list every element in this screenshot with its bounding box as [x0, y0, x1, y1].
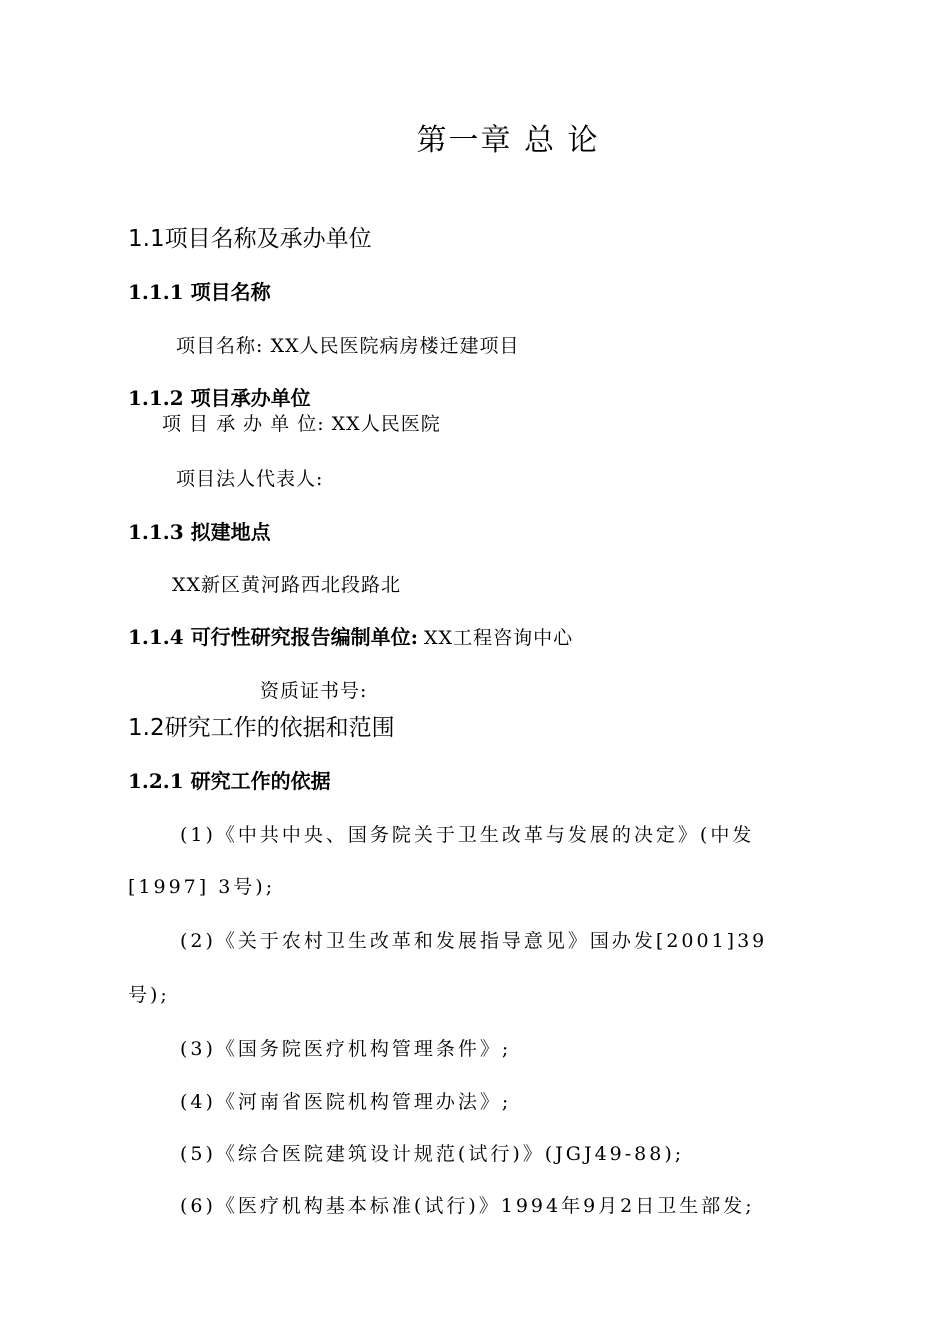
reference-item: (5)《综合医院建筑设计规范(试行)》(JGJ49-88); [180, 1143, 685, 1165]
section-1-2-1-heading: 1.2.1 研究工作的依据 [128, 769, 331, 793]
section-1-1-heading: 1.1项目名称及承办单位 [128, 226, 372, 252]
project-name-line: 项目名称: XX人民医院病房楼迁建项目 [176, 335, 520, 357]
reference-item: (3)《国务院医疗机构管理条件》; [180, 1038, 512, 1060]
legal-representative-line: 项目法人代表人: [176, 468, 324, 490]
section-1-2-heading: 1.2研究工作的依据和范围 [128, 715, 395, 741]
reference-item: (4)《河南省医院机构管理办法》; [180, 1091, 512, 1113]
qualification-line: 资质证书号: [260, 680, 368, 702]
reference-item: (6)《医疗机构基本标准(试行)》1994年9月2日卫生部发; [180, 1195, 755, 1217]
reference-item-continued: [1997] 3号); [128, 876, 276, 898]
reference-item: (1)《中共中央、国务院关于卫生改革与发展的决定》(中发 [180, 824, 755, 846]
undertaker-line: 项 目 承 办 单 位: XX人民医院 [162, 413, 441, 435]
section-1-1-3-heading: 1.1.3 拟建地点 [128, 520, 271, 544]
section-1-1-2-heading: 1.1.2 项目承办单位 [128, 386, 311, 410]
chapter-title: 第一章 总 论 [416, 123, 600, 158]
section-1-1-4-label: 1.1.4 可行性研究报告编制单位: [128, 625, 419, 649]
section-1-1-1-heading: 1.1.1 项目名称 [128, 280, 271, 304]
reference-item: (2)《关于农村卫生改革和发展指导意见》国办发[2001]39 [180, 930, 768, 952]
section-1-1-4-value: XX工程咨询中心 [424, 627, 574, 649]
location-line: XX新区黄河路西北段路北 [172, 574, 402, 596]
section-1-1-4-heading [128, 627, 573, 648]
reference-item-continued: 号); [128, 984, 170, 1006]
